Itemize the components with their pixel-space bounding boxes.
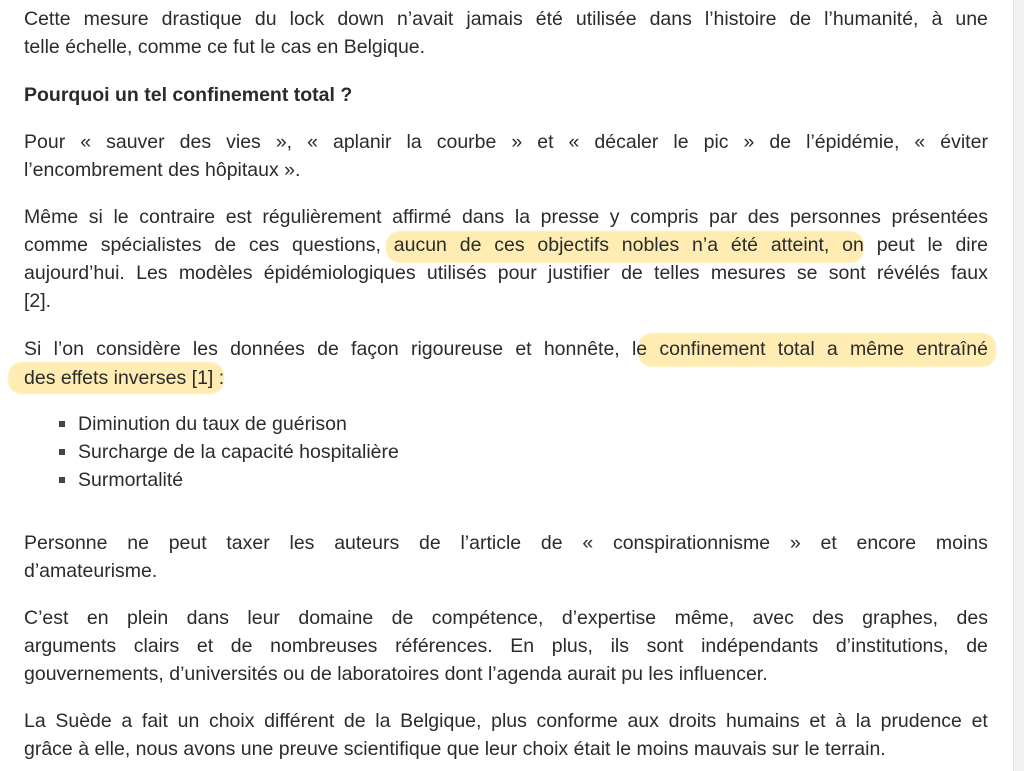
word: été [535,8,563,30]
word: de [343,710,366,732]
word: de [317,338,339,360]
word: données [230,338,305,360]
word: de [966,635,988,657]
word: de [769,131,792,153]
word: références. [395,635,493,657]
word: peut [876,234,915,256]
word: taxer [226,532,270,554]
word: leur [247,607,280,629]
word: mesure [83,8,149,30]
word: la [406,131,422,153]
word: drastique [161,8,242,30]
word: plus [491,710,527,732]
word: la [375,710,391,732]
word: de [540,532,563,554]
word: l’épidémie, [806,131,900,153]
list-item-label: Surmortalité [78,469,184,491]
word: à [835,710,847,732]
word: le [673,131,689,153]
effects-list [24,410,399,494]
word: avec [752,607,794,629]
word: du [254,8,277,30]
list-item [24,466,399,494]
paragraph-6-line-2 [24,632,988,660]
word: des [956,607,988,629]
word: conforme [536,710,618,732]
word: compris [630,206,699,228]
word: » [511,131,523,153]
word: « [307,131,318,153]
paragraph-3-line-3 [24,259,988,287]
paragraph-6-line-1 [24,604,988,632]
word: prudence [880,710,962,732]
word: ces [248,234,280,256]
word: se [796,262,818,284]
word: de [621,262,643,284]
word: à [931,8,943,30]
word: on [842,234,864,256]
paragraph-6-line-3: gouvernements, d’universités ou de laboratoires dont l’agenda aurait pu les influencer. [24,663,768,685]
word: plein [127,607,169,629]
word: l’on [53,338,84,360]
word: Suède [55,710,112,732]
word: humains [725,710,800,732]
paragraph-4-line-1 [24,335,988,363]
word: entraîné [916,338,988,360]
word: aucun [393,234,447,256]
word: même, [674,607,735,629]
word: a [826,338,838,360]
word: La [24,710,46,732]
word: atteint, [770,234,830,256]
word: de [418,532,441,554]
word: fait [141,710,168,732]
word: l’histoire [704,8,777,30]
word: de [214,234,237,256]
word: « [80,131,92,153]
word: compétence, [431,607,544,629]
page-right-edge [1013,0,1024,771]
word: et [537,131,554,153]
paragraph-2-line-2: l’encombrement des hôpitaux ». [24,159,301,181]
word: Même [24,206,79,228]
word: graphes, [862,607,939,629]
word: façon [351,338,399,360]
word: éviter [940,131,988,153]
word: Les [136,262,168,284]
word: aujourd’hui. [24,262,125,284]
word: de [789,8,812,30]
word: aux [627,710,659,732]
word: comme [24,234,88,256]
word: affirmé [392,206,452,228]
word: telles [654,262,700,284]
article-body [24,0,988,771]
word: », [275,131,293,153]
word: épidémiologiques [263,262,416,284]
word: Cette [24,8,71,30]
word: clairs [133,635,180,657]
paragraph-2-line-1 [24,128,988,156]
word: conspirationnisme [612,532,771,554]
paragraph-3-line-2 [24,231,988,259]
list-item [24,410,399,438]
section-heading: Pourquoi un tel confinement total ? [24,84,353,106]
word: dans [186,607,229,629]
word: » [789,532,801,554]
paragraph-1-line-2: telle échelle, comme ce fut le cas en Belgique. [24,36,426,58]
paragraph-1-line-1 [24,5,988,33]
word: « [568,131,580,153]
square-bullet-icon [59,477,65,483]
word: honnête, [543,338,620,360]
word: sont [646,635,684,657]
list-item [24,438,399,466]
word: utilisée [575,8,637,30]
word: décaler [594,131,659,153]
word: révélés [876,262,940,284]
word: rigoureuse [410,338,504,360]
word: de [391,607,414,629]
paragraph-4-line-2: des effets inverses [1] : [24,367,225,389]
word: n’avait [396,8,454,30]
word: plus, [551,635,593,657]
word: la [855,710,871,732]
word: nobles [621,234,680,256]
word: par [709,206,738,228]
word: droits [668,710,717,732]
word: si [88,206,103,228]
word: Pour [24,131,66,153]
word: les [289,532,315,554]
word: un [177,710,200,732]
word: et [809,710,826,732]
word: ne [127,532,149,554]
word: présentées [891,206,988,228]
word: et [971,710,988,732]
word: total [777,338,815,360]
word: lock [289,8,325,30]
word: a [121,710,133,732]
word: d’expertise [561,607,657,629]
word: utilisés [426,262,487,284]
word: le [927,234,943,256]
word: les [192,338,218,360]
list-item-label: Surcharge de la capacité hospitalière [78,441,399,463]
word: considère [96,338,181,360]
word: n’a [692,234,719,256]
word: l’article [460,532,522,554]
word: presse [540,206,600,228]
word: régulièrement [262,206,382,228]
word: objectifs [537,234,609,256]
word: justifier [548,262,610,284]
word: Personne [24,532,108,554]
word: » [743,131,755,153]
word: down [337,8,384,30]
word: dans [462,206,505,228]
word: et [515,338,532,360]
word: mesures [710,262,786,284]
word: moins [935,532,988,554]
word: y [609,206,620,228]
word: de [230,635,253,657]
word: des [179,131,212,153]
word: dans [649,8,692,30]
word: de [459,234,482,256]
word: modèles [178,262,253,284]
word: aplanir [332,131,392,153]
word: différent [264,710,335,732]
word: ils [610,635,629,657]
word: choix [208,710,255,732]
word: spécialistes [100,234,202,256]
word: des [812,607,844,629]
paragraph-7-line-1 [24,707,988,735]
word: des [747,206,780,228]
list-item-label: Diminution du taux de guérison [78,413,347,435]
word: confinement [659,338,766,360]
word: Si [24,338,42,360]
word: arguments [24,635,117,657]
word: le [631,338,648,360]
word: pic [703,131,729,153]
word: dire [955,234,988,256]
word: Belgique, [400,710,482,732]
word: est [225,206,252,228]
word: sont [828,262,866,284]
word: vies [226,131,261,153]
square-bullet-icon [59,449,65,455]
paragraph-5-line-1 [24,529,988,557]
word: nombreuses [270,635,378,657]
word: d’institutions, [835,635,949,657]
paragraph-3-line-1 [24,203,988,231]
word: ces [494,234,525,256]
word: domaine [298,607,374,629]
word: même [849,338,905,360]
word: le [113,206,129,228]
word: l’humanité, [824,8,919,30]
word: peut [168,532,207,554]
word: questions, [292,234,381,256]
word: sauver [106,131,165,153]
paragraph-7-line-2: grâce à elle, nous avons une preuve scientifique que leur choix était le moins mauvais sur le terrain. [24,738,886,760]
word: courbe [436,131,497,153]
word: jamais [466,8,523,30]
square-bullet-icon [59,421,65,427]
word: été [730,234,758,256]
word: En [510,635,535,657]
paragraph-3-line-4: [2]. [24,290,52,312]
word: indépendants [701,635,819,657]
word: « [914,131,926,153]
word: auteurs [334,532,400,554]
word: C’est [24,607,69,629]
word: la [514,206,531,228]
word: « [582,532,594,554]
word: et [820,532,837,554]
word: personnes [789,206,881,228]
word: faux [951,262,988,284]
word: encore [856,532,917,554]
word: en [86,607,109,629]
word: pour [497,262,537,284]
word: contraire [139,206,216,228]
word: et [196,635,214,657]
word: une [955,8,988,30]
paragraph-5-line-2: d’amateurisme. [24,560,158,582]
